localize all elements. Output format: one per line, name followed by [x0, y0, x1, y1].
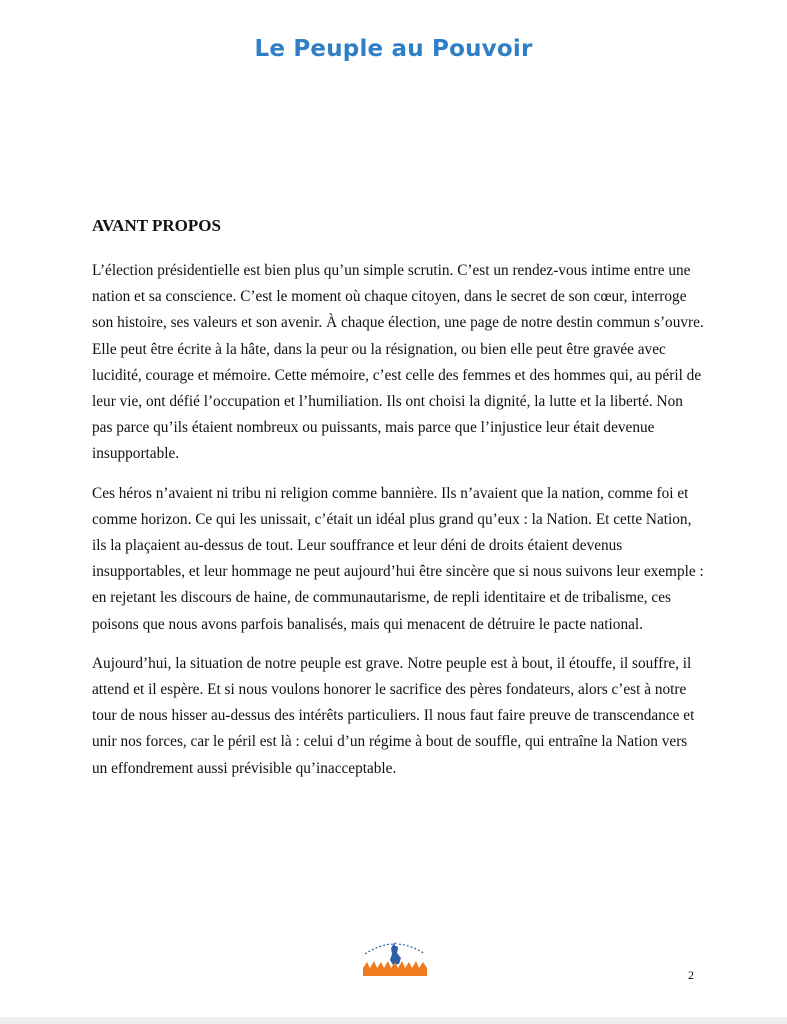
body-text — [92, 258, 704, 795]
section-title: AVANT PROPOS — [92, 216, 221, 235]
party-logo-icon — [355, 928, 435, 980]
paragraph-1: L’élection présidentielle est bien plus qu’un simple scrutin. C’est un rendez-vous intime entre une nation et sa conscience. C’est le moment où chaque citoyen, dans le secret de son cœur, interroge son histoire, ses valeurs et son avenir. À chaque élection, une page de notre destin commun s’ouvre. Elle peut être écrite à la hâte, dans la peur ou la résignation, ou bien elle peut être gravée avec lucidité, courage et mémoire. Cette mémoire, c’est celle des femmes et des hommes qui, au péril de leur vie, ont défié l’occupation et l’humiliation. Ils ont choisi la dignité, la lutte et la liberté. Non pas parce qu’ils étaient nombreux ou puissants, mais parce que l’injustice leur était devenue insupportable. — [92, 262, 704, 463]
paragraph-2: Ces héros n’avaient ni tribu ni religion comme bannière. Ils n’avaient que la nation, comme foi et comme horizon. Ce qui les unissait, c’était un idéal plus grand qu’eux : la Nation. Et cette Nation, ils la plaçaient au-dessus de tout. Leur souffrance et leur déni de droits étaient devenus insupportables, et leur hommage ne peut aujourd’hui être sincère que si nous suivons leur exemple : en rejetant les discours de haine, de communautarisme, de repli identitaire et de tribalisme, ces poisons que nous avons parfois banalisés, mais qui menacent de détruire le pacte national. — [92, 484, 704, 633]
party-logo — [355, 928, 435, 980]
viewer-bottom-strip — [0, 1017, 787, 1024]
document-header-title: Le Peuple au Pouvoir — [254, 36, 533, 62]
paragraph-3: Aujourd’hui, la situation de notre peuple est grave. Notre peuple est à bout, il étouffe, il souffre, il attend et il espère. Et si nous voulons honorer le sacrifice des pères fondateurs, alors c’est à notre tour de nous hisser au-dessus des intérêts particuliers. Il nous faut faire preuve de transcendance et unir nos forces, car le péril est là : celui d’un régime à bout de souffle, qui entraîne la Nation vers un effondrement aussi prévisible qu’inacceptable. — [92, 654, 695, 777]
page-number: 2 — [688, 968, 694, 982]
